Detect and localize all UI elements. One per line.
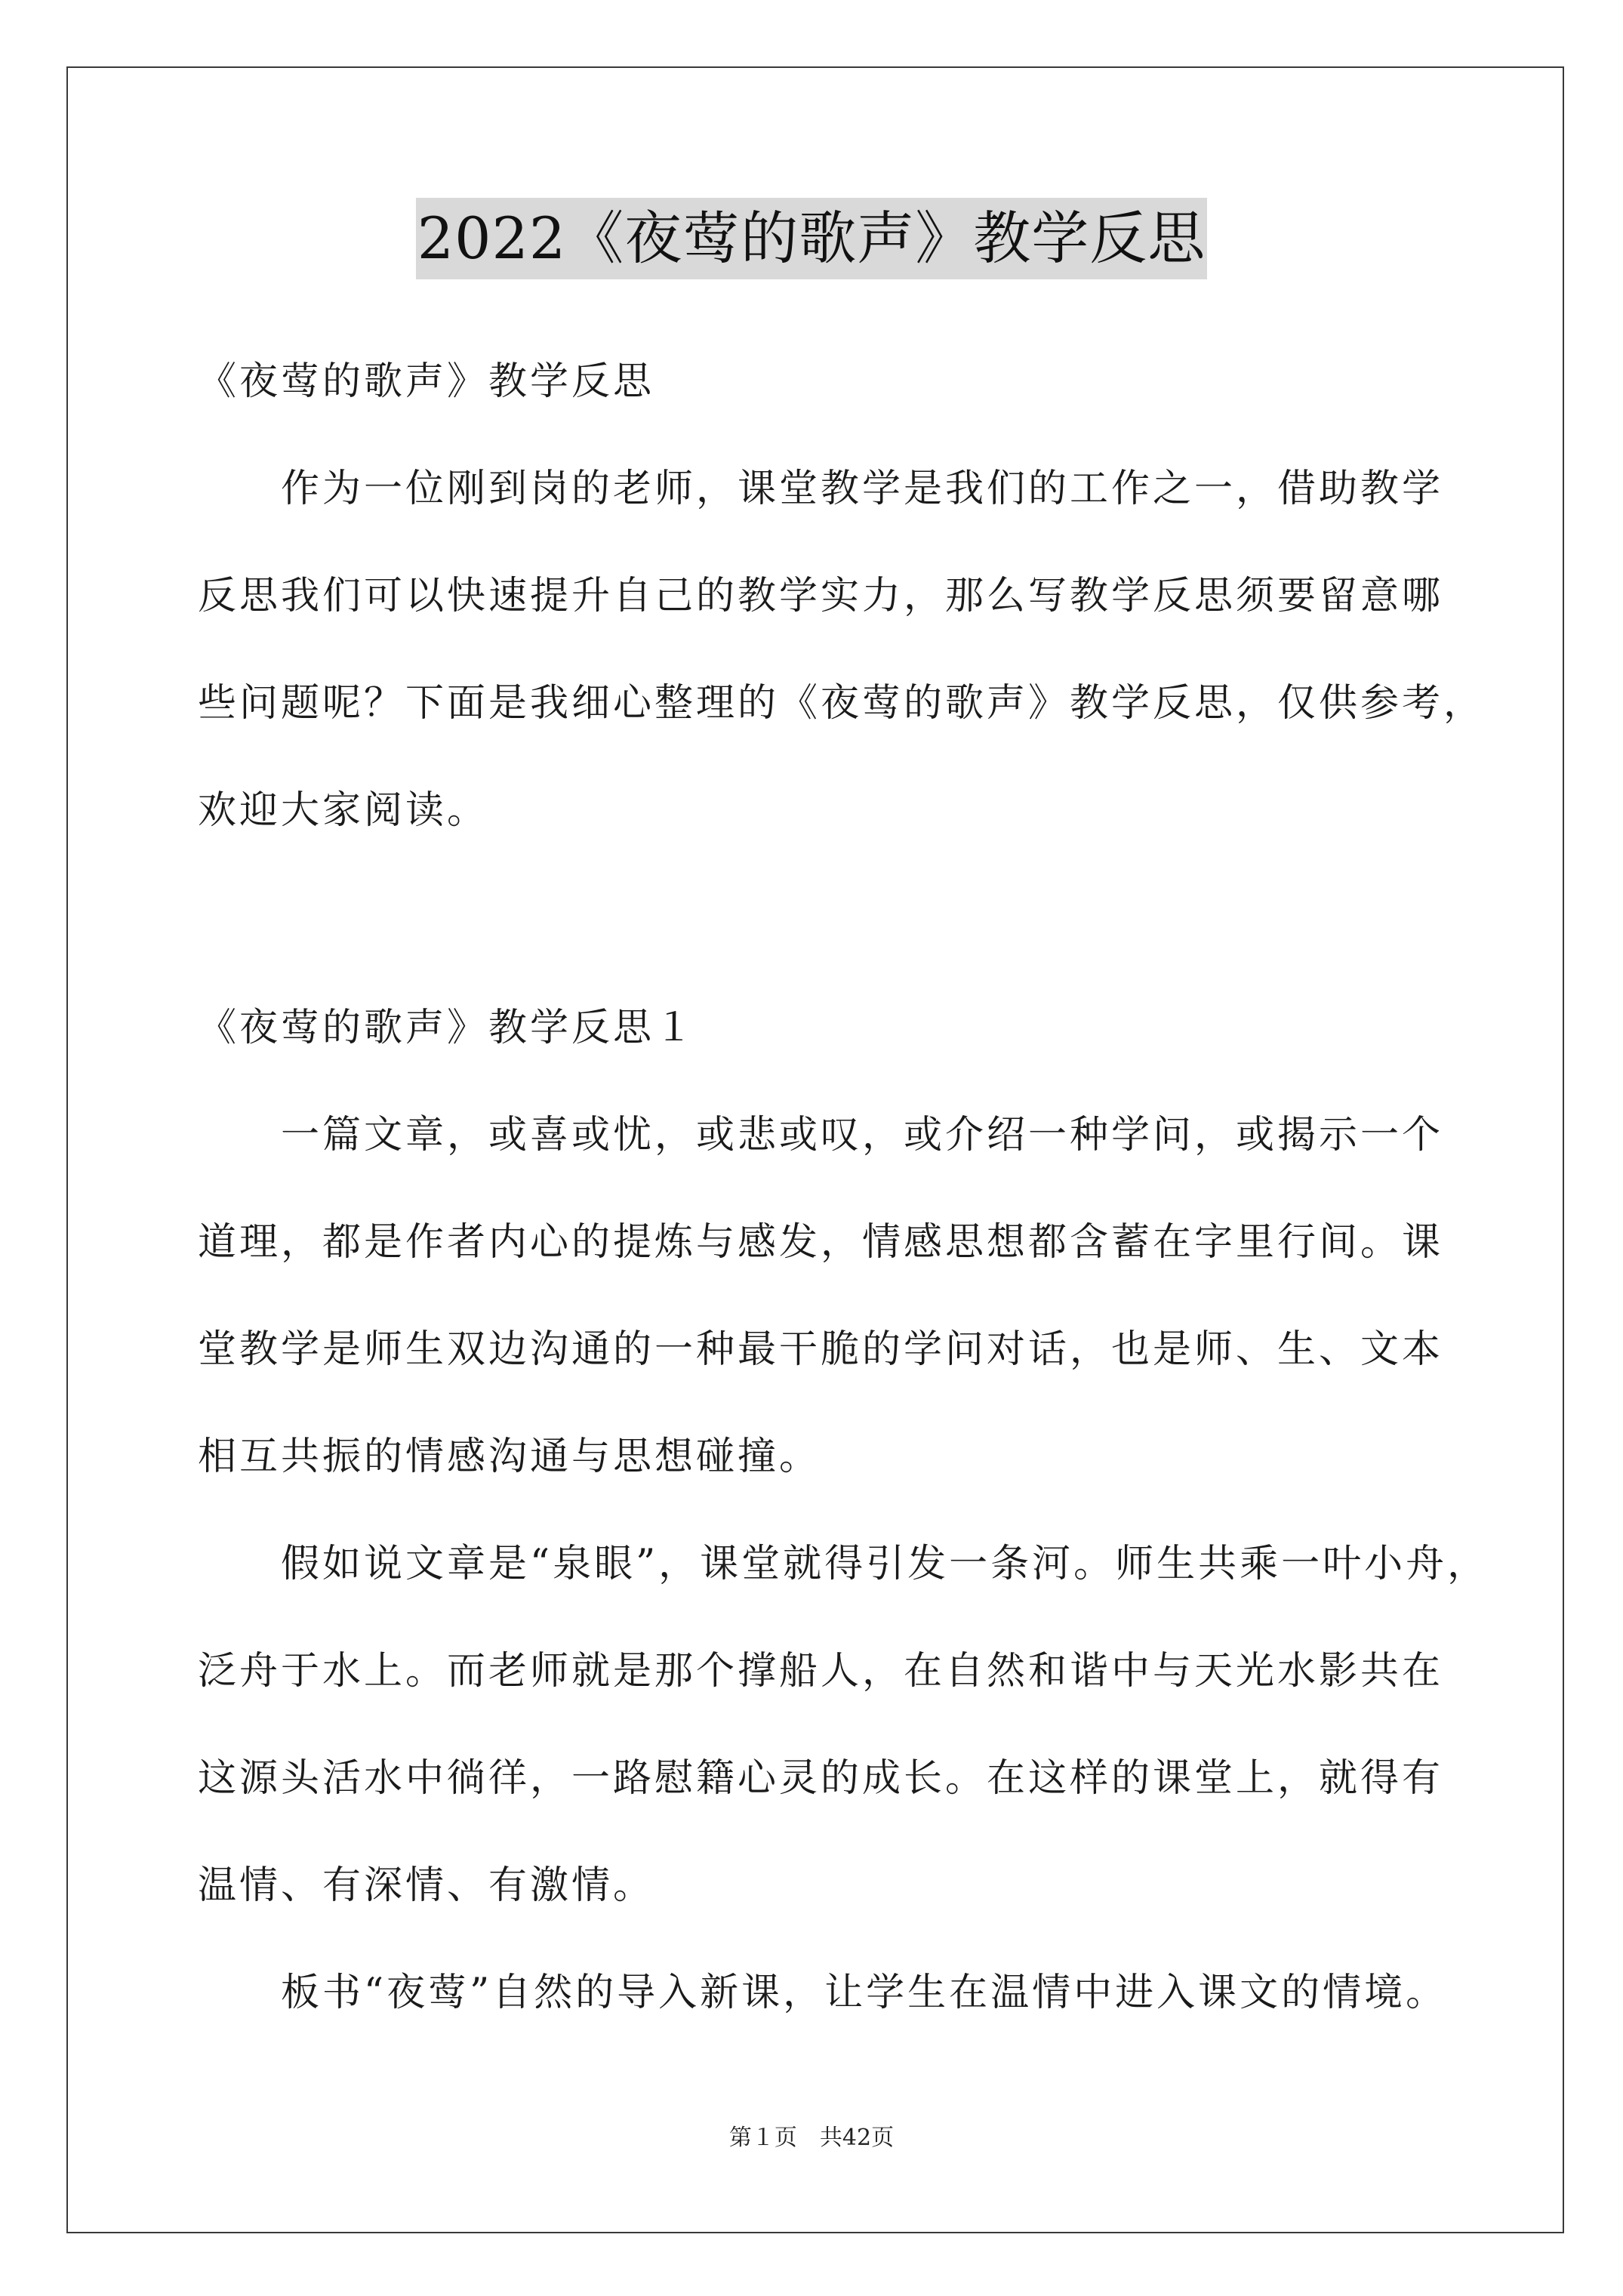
paragraph-line: 温情、有深情、有激情。 (198, 1863, 655, 1908)
paragraph-line: 假如说文章是“泉眼”，课堂就得引发一条河。师生共乘一叶小舟， (198, 1542, 1489, 1586)
paragraph-line: 堂教学是师生双边沟通的一种最干脆的学问对话，也是师、生、文本 (198, 1327, 1444, 1372)
paragraph-line: 板书“夜莺”自然的导入新课，让学生在温情中进入课文的情境。 (198, 1971, 1448, 2015)
section-heading: 《夜莺的歌声》教学反思 (198, 359, 655, 404)
paragraph-line: 一篇文章，或喜或忧，或悲或叹，或介绍一种学问，或揭示一个 (198, 1113, 1444, 1157)
paragraph-line: 欢迎大家阅读。 (198, 788, 489, 833)
paragraph-line: 泛舟于水上。而老师就是那个撑船人，在自然和谐中与天光水影共在 (198, 1649, 1444, 1693)
paragraph-line: 道理，都是作者内心的提炼与感发，情感思想都含蓄在字里行间。课 (198, 1220, 1444, 1265)
paragraph-line: 作为一位刚到岗的老师，课堂教学是我们的工作之一，借助教学 (198, 467, 1444, 511)
paragraph-line: 反思我们可以快速提升自己的教学实力，那么写教学反思须要留意哪 (198, 574, 1444, 618)
paragraph-line: 些问题呢？下面是我细心整理的《夜莺的歌声》教学反思，仅供参考， (198, 681, 1486, 726)
paragraph-line: 这源头活水中徜徉，一路慰籍心灵的成长。在这样的课堂上，就得有 (198, 1756, 1444, 1801)
title-container (0, 198, 1623, 279)
section-heading: 《夜莺的歌声》教学反思１ (198, 1006, 697, 1050)
document-title: 2022《夜莺的歌声》教学反思 (416, 198, 1207, 279)
page-footer: 第１页 共42页 (728, 2125, 895, 2151)
paragraph-line: 相互共振的情感沟通与思想碰撞。 (198, 1435, 821, 1479)
